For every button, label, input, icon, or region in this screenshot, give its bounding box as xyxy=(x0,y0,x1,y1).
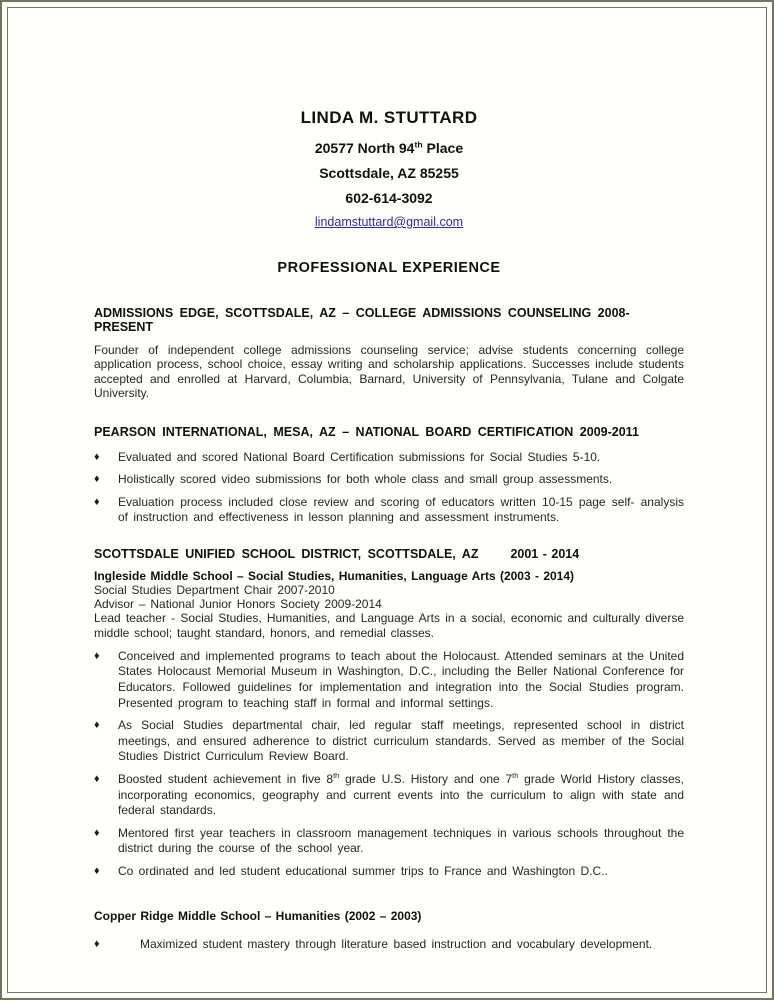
section-body: Founder of independent college admissions counseling service; advise students concerning college application process, school choice, essay writing and scholarship applications. Successes include students accepted and enrolled at Harvard, Columbia, Barnard, University of Pennsylvania, Tulane and Colgate University. xyxy=(94,343,684,401)
candidate-name: LINDA M. STUTTARD xyxy=(300,108,478,127)
diamond-bullet-icon: ♦ xyxy=(94,826,100,839)
email-row xyxy=(94,215,684,229)
bullet-text: As Social Studies departmental chair, led regular staff meetings, represented school in district meetings, and ensured adherence to district curriculum standards. Served as member of the Social Studies District Curriculum Review Board. xyxy=(118,718,684,764)
list-item xyxy=(94,864,684,880)
resume-header xyxy=(94,108,684,229)
diamond-bullet-icon: ♦ xyxy=(94,772,100,785)
section-copper-ridge xyxy=(94,909,684,953)
bullet-text: Evaluation process included close review and scoring of educators written 10-15 page self- analysis of instruction and effectiveness in lesson planning and assessment instruments. xyxy=(118,494,684,525)
list-item xyxy=(94,450,684,466)
section-heading: ADMISSIONS EDGE, SCOTTSDALE, AZ – COLLEGE ADMISSIONS COUNSELING 2008-PRESENT xyxy=(94,306,630,334)
diamond-bullet-icon: ♦ xyxy=(94,719,100,732)
bullet-text xyxy=(118,772,684,819)
bullet-text-part: Boosted student achievement in five 8 xyxy=(118,771,334,786)
ordinal-suffix: th xyxy=(333,770,340,780)
diamond-bullet-icon: ♦ xyxy=(94,937,100,950)
bullet-text: Co ordinated and led student educational summer trips to France and Washington D.C.. xyxy=(118,863,608,878)
bullet-list xyxy=(94,937,684,953)
bullet-text: Evaluated and scored National Board Certification submissions for Social Studies 5-10. xyxy=(118,449,601,464)
bullet-text: Conceived and implemented programs to teach about the Holocaust. Attended seminars at the United States Holocaust Memorial Museum in Washington, D.C., including the Beller National Conference for Educators. Followed guidelines for implementation and integration into the Social Studies program. Presented program to teaching staff in formal and informal settings. xyxy=(118,648,684,710)
bullet-text: Maximized student mastery through literature based instruction and vocabulary development. xyxy=(140,936,653,951)
bullet-list xyxy=(94,450,684,526)
diamond-bullet-icon: ♦ xyxy=(94,864,100,877)
list-item xyxy=(94,718,684,765)
role-subheading: Copper Ridge Middle School – Humanities (2002 – 2003) xyxy=(94,908,422,923)
bullet-text-part: grade World History classes, incorporating economics, geography and current events into the curriculum to align with state and federal standards. xyxy=(118,771,685,818)
section-scottsdale-usd xyxy=(94,547,684,880)
section-heading: PEARSON INTERNATIONAL, MESA, AZ – NATIONAL BOARD CERTIFICATION 2009-2011 xyxy=(94,424,639,439)
bullet-text: Mentored first year teachers in classroom management techniques in various schools throughout the district during the course of the school year. xyxy=(118,825,684,856)
employment-dates: 2001 - 2014 xyxy=(510,547,580,561)
address-street-rest: Place xyxy=(422,140,464,156)
page-title: PROFESSIONAL EXPERIENCE xyxy=(277,260,501,276)
page-content xyxy=(94,0,684,959)
diamond-bullet-icon: ♦ xyxy=(94,450,100,463)
bullet-text: Holistically scored video submissions for both whole class and small group assessments. xyxy=(118,472,613,487)
bullet-text-part: grade U.S. History and one 7 xyxy=(339,771,513,786)
role-subheading: Ingleside Middle School – Social Studies, Humanities, Language Arts (2003 - 2014) xyxy=(94,569,575,583)
bullet-list xyxy=(94,649,684,880)
address-line-2: Scottsdale, AZ 85255 xyxy=(319,165,459,181)
employer-name: SCOTTSDALE UNIFIED SCHOOL DISTRICT, SCOTTSDALE, AZ xyxy=(94,547,479,561)
section-admissions-edge xyxy=(94,306,684,401)
email-link[interactable]: lindamstuttard@gmail.com xyxy=(314,215,464,229)
section-heading xyxy=(94,547,684,561)
list-item xyxy=(94,772,684,819)
ordinal-suffix: th xyxy=(414,139,423,150)
detail-line: Advisor – National Junior Honors Society 2009-2014 xyxy=(94,597,382,612)
ordinal-suffix: th xyxy=(512,770,519,780)
phone-number: 602-614-3092 xyxy=(345,190,433,206)
address-line-1 xyxy=(94,140,684,156)
detail-line: Social Studies Department Chair 2007-2010 xyxy=(94,583,335,597)
diamond-bullet-icon: ♦ xyxy=(94,649,100,662)
diamond-bullet-icon: ♦ xyxy=(94,495,100,508)
address-street: 20577 North 94 xyxy=(314,140,415,156)
list-item xyxy=(94,649,684,711)
diamond-bullet-icon: ♦ xyxy=(94,473,100,486)
list-item xyxy=(94,472,684,488)
list-item xyxy=(94,495,684,526)
section-pearson xyxy=(94,425,684,526)
list-item xyxy=(94,937,684,953)
detail-line: Lead teacher - Social Studies, Humanities, and Language Arts in a social, economic and culturally diverse middle school; taught standard, honors, and remedial classes. xyxy=(94,611,684,640)
list-item xyxy=(94,826,684,857)
